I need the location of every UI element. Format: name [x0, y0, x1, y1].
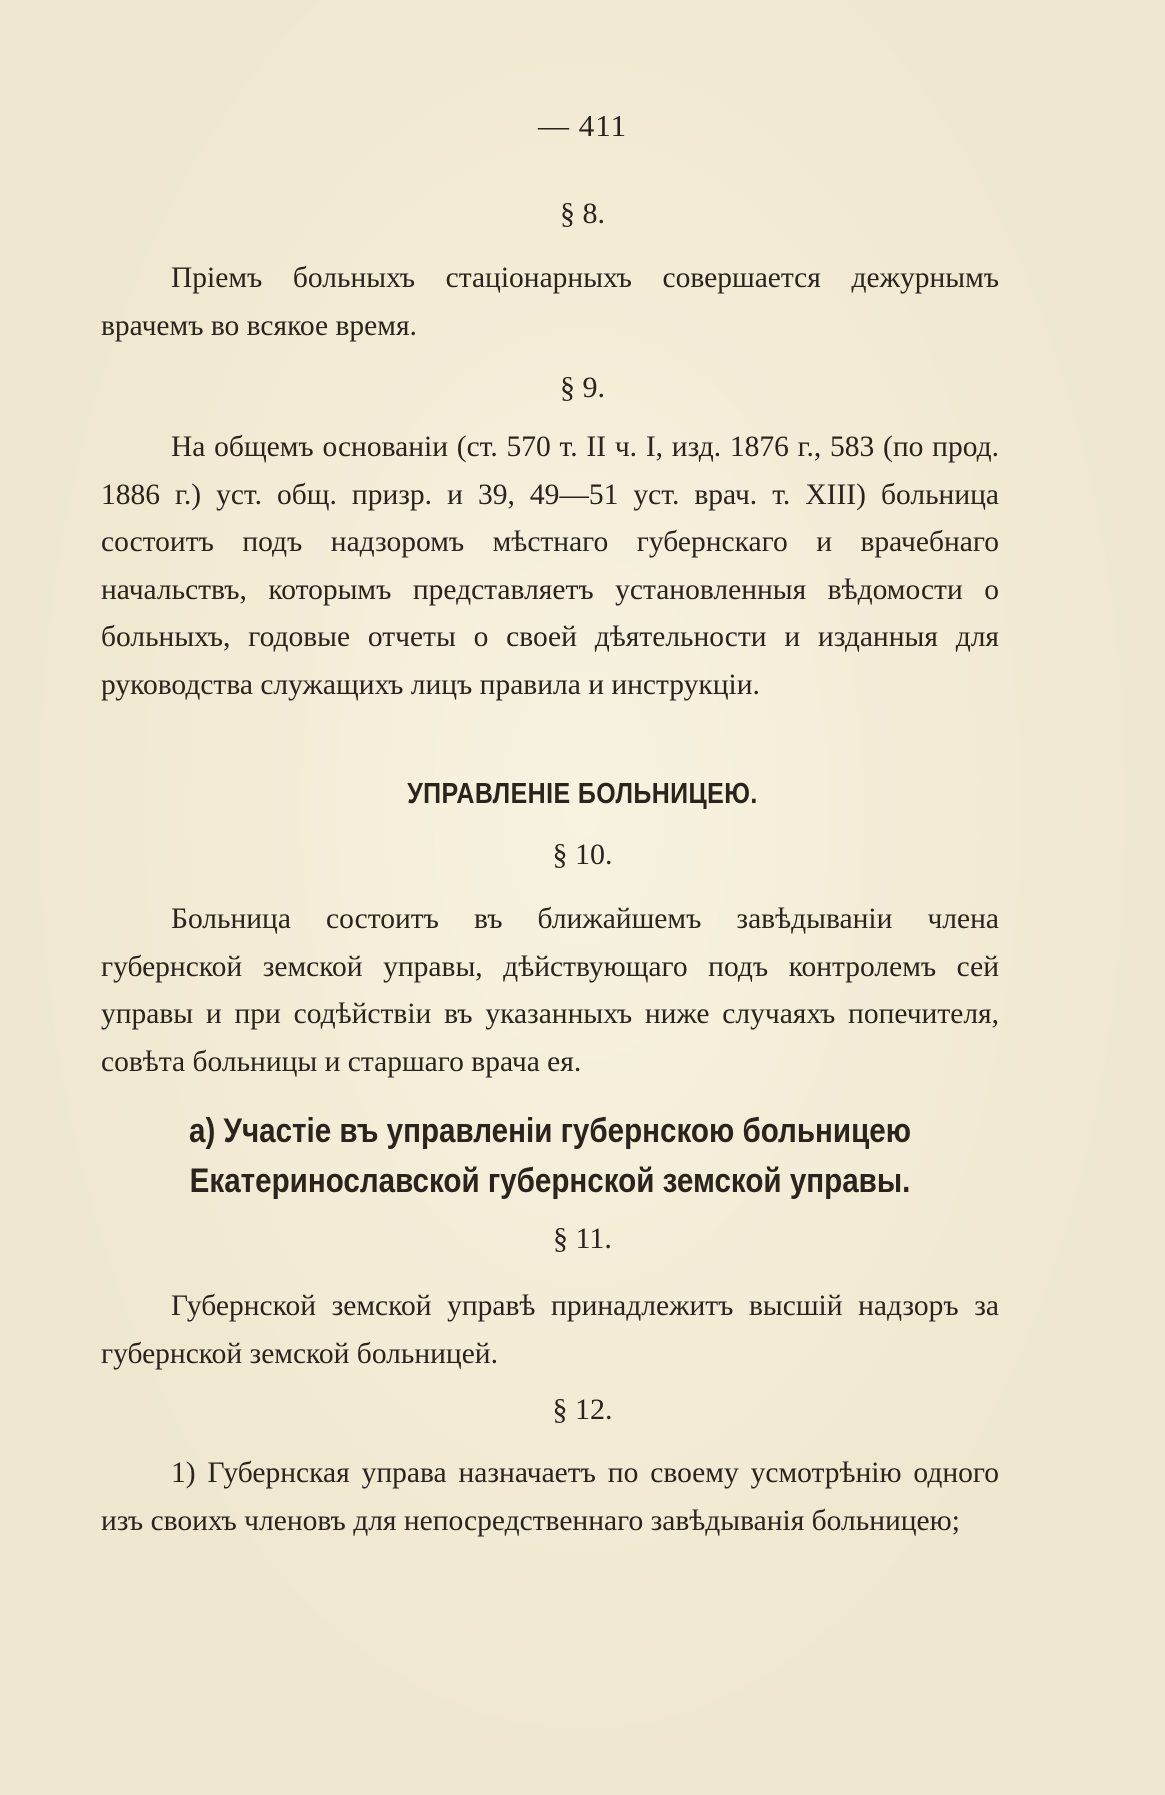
chapter-heading: УПРАВЛЕНІЕ БОЛЬНИЦЕЮ. — [407, 778, 758, 810]
section-11-heading: § 11. — [553, 1222, 612, 1255]
section-10-text: Больница состоитъ въ ближайшемъ завѣдываніи члена губернской земской управы, дѣйствующаго подъ контролемъ сей управы и при содѣйствіи въ указанныхъ ниже случаяхъ попечителя, совѣта больницы и старшаго врача ея. — [101, 903, 999, 1078]
section-9-body — [101, 424, 999, 709]
page-number: — 411 — [537, 108, 628, 143]
section-12-text: 1) Губернская управа назначаетъ по своему усмотрѣнію одного изъ своихъ членовъ для непосредственнаго завѣдыванія больницею; — [101, 1457, 999, 1537]
section-9-heading: § 9. — [560, 371, 605, 404]
section-11-text: Губернской земской управѣ принадлежитъ высшій надзоръ за губернской земской больницей. — [101, 1290, 999, 1370]
section-10-body — [101, 896, 999, 1086]
section-9-text: На общемъ основаніи (ст. 570 т. II ч. I, изд. 1876 г., 583 (по прод. 1886 г.) уст. общ. призр. и 39, 49—51 уст. врач. т. XIII) больница состоитъ подъ надзоромъ мѣстнаго губернскаго и врачебнаго начальствъ, которымъ представляетъ установленныя вѣдомости о больныхъ, годовые отчеты о своей дѣятельности и изданныя для руководства служащихъ лицъ правила и инструкціи. — [101, 431, 999, 701]
section-12-heading: § 12. — [552, 1393, 613, 1426]
section-11-body — [101, 1283, 999, 1378]
section-8-body — [101, 255, 999, 350]
section-10-heading: § 10. — [552, 838, 613, 871]
section-8-text: Пріемъ больныхъ стаціонарныхъ совершается дежурнымъ врачемъ во всякое время. — [101, 262, 999, 342]
section-8-heading: § 8. — [560, 197, 605, 230]
section-12-body — [101, 1450, 999, 1545]
subchapter-heading: а) Участіе въ управленіи губернскою больницею Екатеринославской губернской земской управы. — [189, 1112, 911, 1200]
